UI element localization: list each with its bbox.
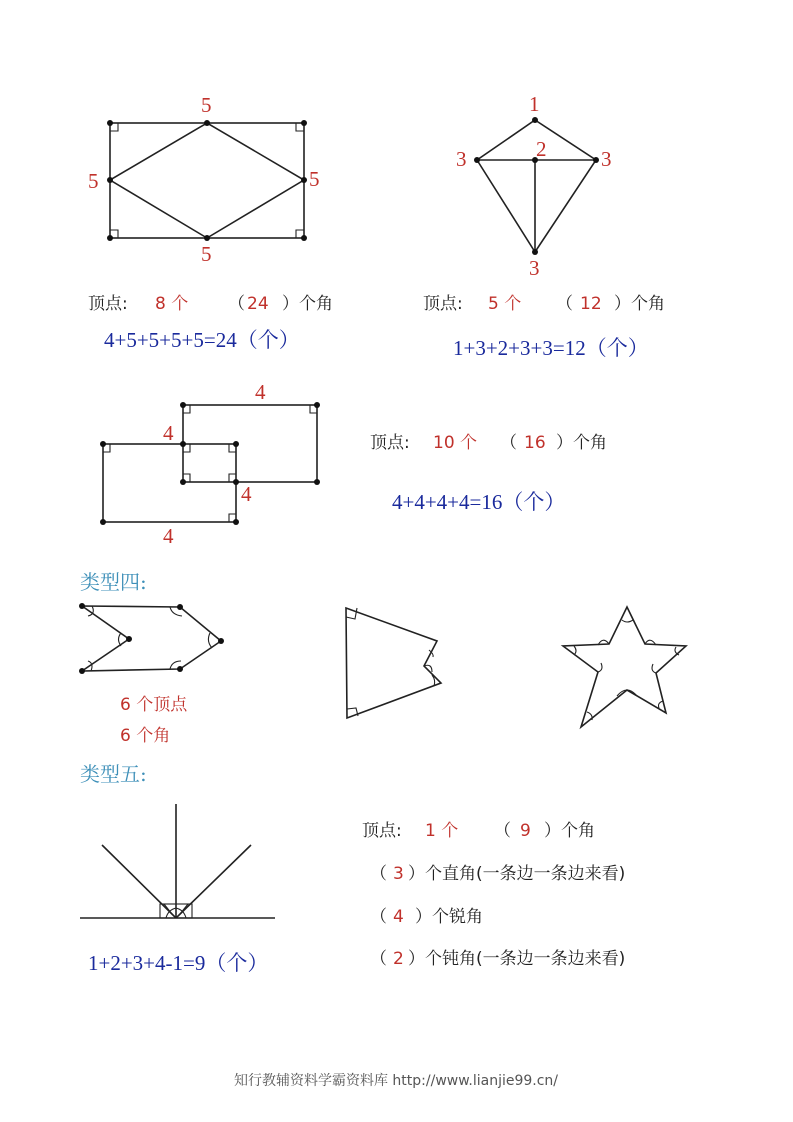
- vertices-note: 6 个顶点: [120, 695, 188, 715]
- right-angle-text: ）个直角(一条边一条边来看): [408, 864, 626, 884]
- vertex-dot: [126, 636, 132, 642]
- angle-arc: [659, 701, 664, 708]
- angle-arc: [652, 664, 656, 673]
- vertex-dot: [180, 479, 186, 485]
- vertex-dot: [100, 519, 106, 525]
- vertex-label-left: 3: [456, 147, 467, 171]
- vertex-label-middle: 2: [536, 137, 547, 161]
- equation: 1+3+2+3+3=12（个）: [453, 336, 649, 360]
- figure-star: [563, 607, 686, 727]
- vertex-dot: [474, 157, 480, 163]
- section-heading-type5: 类型五:: [80, 762, 147, 786]
- angle-count: 24: [247, 294, 269, 314]
- angle-count: 12: [580, 294, 602, 314]
- angle-paren-close: ）个角: [614, 294, 665, 314]
- figure-chevron: [79, 603, 224, 674]
- lower-rectangle: [103, 444, 236, 522]
- vertex-dot: [180, 402, 186, 408]
- angle-arc: [622, 620, 633, 622]
- corner-label-bottom: 4: [163, 524, 174, 548]
- corner-label-top: 4: [255, 380, 266, 404]
- vertex-dot: [233, 479, 239, 485]
- vertex-dot: [204, 235, 210, 241]
- angle-paren-close: ）个角: [544, 821, 595, 841]
- obtuse-angle-count: 2: [393, 949, 404, 969]
- chevron-outline: [82, 606, 221, 671]
- notched-triangle-outline: [346, 608, 441, 718]
- vertex-label-right: 5: [309, 167, 320, 191]
- vertex-count: 1 个: [425, 821, 459, 841]
- vertex-dot: [314, 479, 320, 485]
- angle-paren-close: ）个角: [282, 294, 333, 314]
- vertex-dot: [301, 177, 307, 183]
- angle-paren-open: （: [556, 294, 573, 314]
- obtuse-angle-paren-open: （: [370, 949, 387, 969]
- angle-paren-open: （: [500, 433, 517, 453]
- vertex-label-text: 顶点:: [370, 433, 410, 453]
- vertex-dot: [79, 603, 85, 609]
- angles-note: 6 个角: [120, 726, 171, 746]
- vertex-label-bottom: 5: [201, 242, 212, 266]
- vertex-count: 10 个: [433, 433, 478, 453]
- footer-watermark: 知行教辅资料学霸资料库 http://www.lianjie99.cn/: [233, 1073, 559, 1089]
- vertex-dot: [79, 668, 85, 674]
- angle-paren-open: （: [494, 821, 511, 841]
- figure-rays: [80, 804, 275, 918]
- figure2-caption: [423, 294, 665, 360]
- vertex-dot: [177, 604, 183, 610]
- outer-rectangle: [110, 123, 304, 238]
- acute-angle-paren-open: （: [370, 907, 387, 927]
- vertex-label-bottom: 3: [529, 256, 540, 280]
- vertex-label-left: 5: [88, 169, 99, 193]
- angle-paren-open: （: [228, 294, 245, 314]
- vertex-dot: [100, 441, 106, 447]
- vertex-dot: [301, 235, 307, 241]
- corner-label-right: 4: [241, 482, 252, 506]
- vertex-label-top: 5: [201, 93, 212, 117]
- equation: 4+4+4+4=16（个）: [392, 490, 566, 514]
- vertex-dot: [218, 638, 224, 644]
- angle-count: 9: [520, 821, 531, 841]
- figure3-caption: [370, 433, 607, 514]
- right-ray: [176, 845, 251, 918]
- corner-label-left: 4: [163, 421, 174, 445]
- star-outline: [563, 607, 686, 727]
- acute-angle-count: 4: [393, 907, 404, 927]
- vertex-dot: [233, 519, 239, 525]
- vertex-label-text: 顶点:: [88, 294, 128, 314]
- obtuse-angle-text: ）个钝角(一条边一条边来看): [408, 949, 626, 969]
- vertex-dot: [204, 120, 210, 126]
- vertex-dot: [177, 666, 183, 672]
- figure-notched-triangle: [346, 608, 441, 718]
- angle-arc: [208, 633, 212, 648]
- vertex-dot: [180, 441, 186, 447]
- acute-angle-text: ）个锐角: [415, 907, 483, 927]
- vertex-label-text: 顶点:: [362, 821, 402, 841]
- angle-arc: [598, 663, 602, 672]
- vertex-dot: [301, 120, 307, 126]
- vertex-dot: [593, 157, 599, 163]
- vertex-dot: [314, 402, 320, 408]
- figure-kite: [456, 92, 612, 280]
- vertex-dot: [532, 117, 538, 123]
- figure-rectangle-rhombus: [88, 93, 320, 266]
- equation: 4+5+5+5+5=24（个）: [104, 328, 300, 352]
- vertex-dot: [532, 249, 538, 255]
- vertex-count: 8 个: [155, 294, 189, 314]
- vertex-dot: [107, 235, 113, 241]
- right-angle-paren-open: （: [370, 864, 387, 884]
- vertex-count: 5 个: [488, 294, 522, 314]
- vertex-label-top: 1: [529, 92, 540, 116]
- angle-paren-close: ）个角: [556, 433, 607, 453]
- figure1-caption: [88, 294, 333, 352]
- right-angle-count: 3: [393, 864, 404, 884]
- vertex-label-right: 3: [601, 147, 612, 171]
- inner-rhombus: [110, 123, 304, 238]
- vertex-label-text: 顶点:: [423, 294, 463, 314]
- left-ray: [102, 845, 176, 918]
- figure-overlapping-rectangles: [100, 380, 320, 548]
- section-heading-type4: 类型四:: [80, 570, 147, 594]
- angle-count: 16: [524, 433, 546, 453]
- vertex-dot: [107, 177, 113, 183]
- type5-equation: 1+2+3+4-1=9（个）: [88, 951, 269, 975]
- vertex-dot: [233, 441, 239, 447]
- type5-answers: [362, 821, 625, 969]
- vertex-dot: [107, 120, 113, 126]
